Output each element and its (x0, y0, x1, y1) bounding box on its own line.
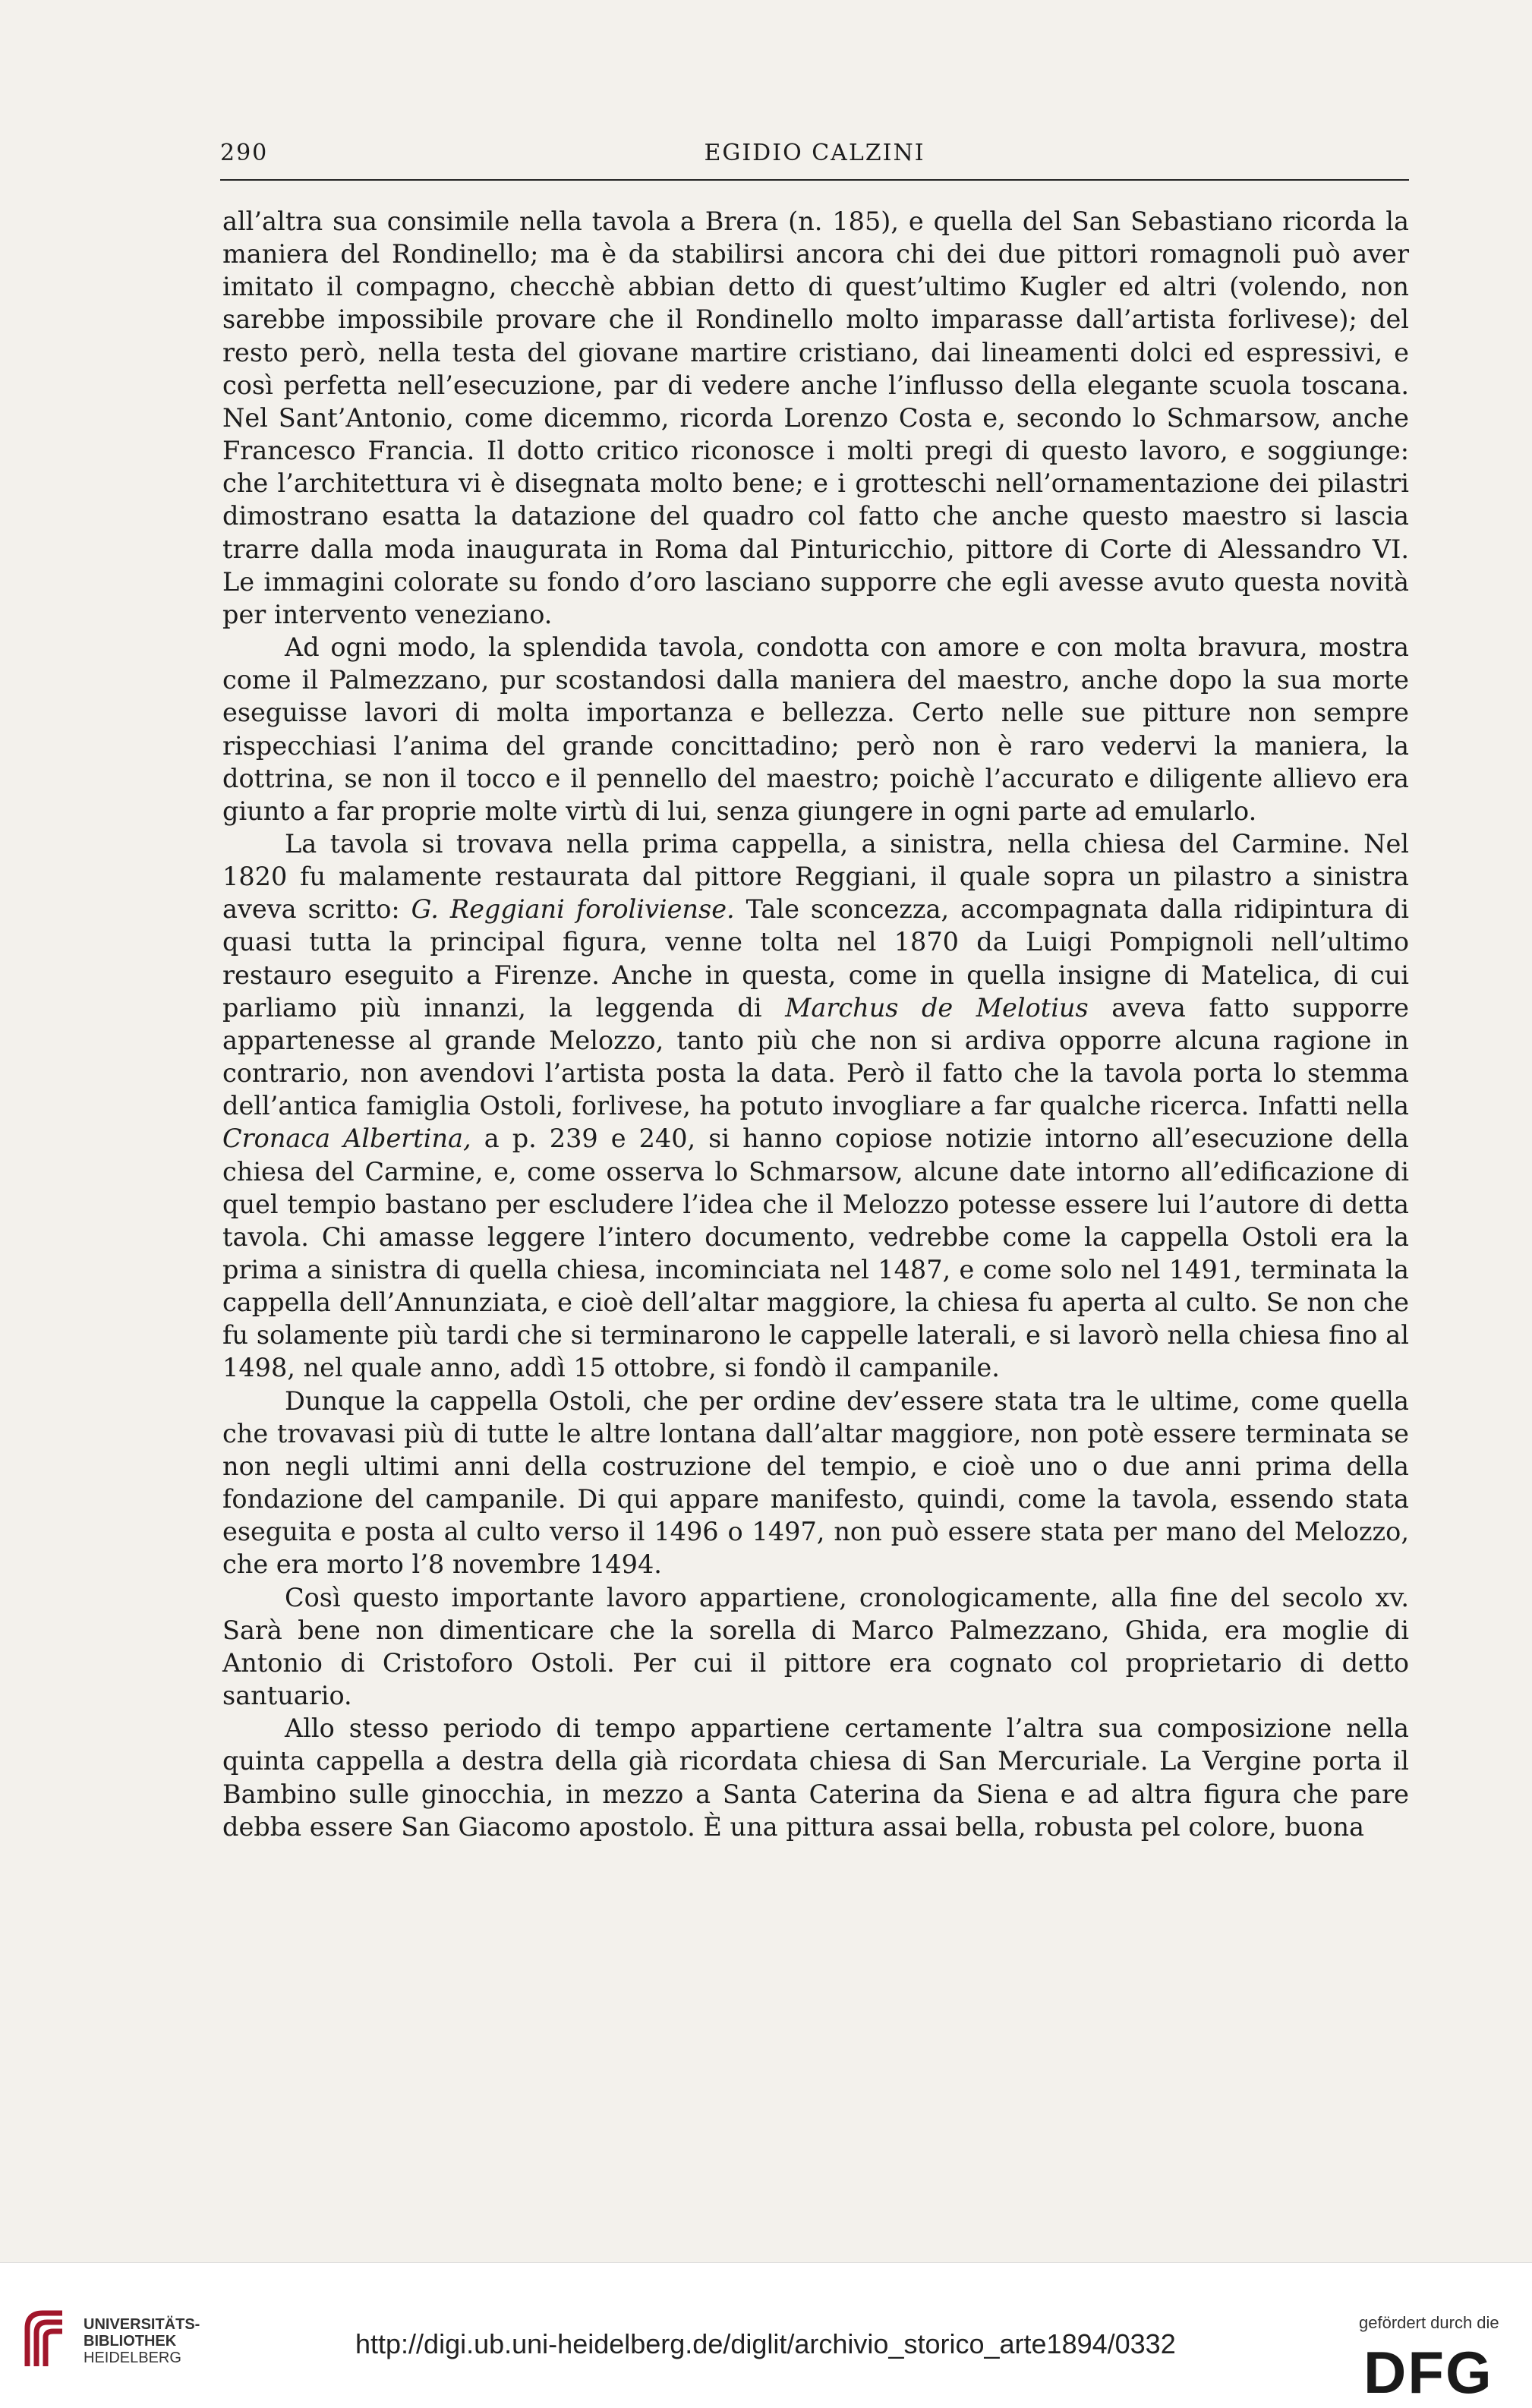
library-name-line: BIBLIOTHEK (84, 2333, 177, 2350)
source-url-link[interactable]: http://digi.ub.uni-heidelberg.de/diglit/archivio_storico_arte1894/0332 (355, 2328, 1176, 2359)
paragraph (222, 827, 1409, 1385)
paragraph: Così questo importante lavoro appartiene, cronologicamente, alla fine del secolo xv. Sarà bene non dimenticare che la sorella di Marco Palmezzano, Ghida, era moglie di Antonio di Cristoforo Ostoli. Per cui il pittore era cognato col proprietario di detto santuario. (222, 1582, 1409, 1711)
paragraph: Ad ogni modo, la splendida tavola, condotta con amore e con molta bravura, mostra come il Palmezzano, pur scostandosi dalla maniera del maestro, anche dopo la sua morte eseguisse lavori di molta importanza e bellezza. Certo nelle sue pitture non sempre rispecchiasi l’anima del grande concittadino; però non è raro vedervi la maniera, la dottrina, se non il tocco e il pennello del maestro; poichè l’accurato e diligente allievo era giunto a far proprie molte virtù di lui, senza giungere in ogni parte ad emularlo. (222, 632, 1409, 826)
paragraph: Allo stesso periodo di tempo appartiene certamente l’altra sua composizione nella quinta cappella a destra della già ricordata chiesa di San Mercuriale. La Vergine porta il Bambino sulle ginocchia, in mezzo a Santa Caterina da Siena e ad altra figura che pare debba essere San Giacomo apostolo. È una pittura assai bella, robusta pel colore, buona (222, 1713, 1409, 1842)
library-name-line: UNIVERSITÄTS- (84, 2316, 200, 2333)
running-title: EGIDIO CALZINI (704, 140, 925, 166)
library-footer (0, 2262, 1532, 2408)
text-run: La tavola si trovava nella prima cappella, a sinistra, nella chiesa del Carmine. Nel 1820 fu malamente restaurata dal pittore Reggiani, il quale sopra un pilastro a sinistra aveva scritto: (222, 828, 1409, 925)
funding-note: gefördert durch die (1359, 2313, 1499, 2332)
library-logo-icon (21, 2306, 68, 2369)
text-run: Tale sconcezza, accompagnata dalla ridipintura di quasi tutta la principal figura, venne tolta nel 1870 da Luigi Pompignoli nell’ultimo restauro eseguito a Firenze. Anche in questa, come in quella insigne di Matelica, di cui parliamo più innanzi, la leggenda di (222, 894, 1410, 1023)
dfg-logo: DFG (1363, 2339, 1493, 2406)
paragraph: Dunque la cappella Ostoli, che per ordine dev’essere stata tra le ultime, come quella che trovavasi più di tutte le altre lontana dall’altar maggiore, non potè essere terminata se non negli ultimi anni della costruzione del tempio, e cioè uno o due anni prima della fondazione del campanile. Di qui appare manifesto, quindi, come la tavola, essendo stata eseguita e posta al culto verso il 1496 o 1497, non può essere stata per mano del Melozzo, che era morto l’8 novembre 1494. (222, 1385, 1409, 1580)
page-number: 290 (220, 140, 269, 166)
italic-source-title: Cronaca Albertina, (222, 1124, 471, 1154)
text-run: aveva fatto supporre appartenesse al grande Melozzo, tanto più che non si ardiva opporre alcuna ragione in contrario, non avendovi l’artista posta la data. Però il fatto che la tavola porta lo stemma dell’antica famiglia Ostoli, forlivese, ha potuto invogliare a far qualche ricerca. Infatti nella (222, 992, 1409, 1121)
italic-signature: G. Reggiani foroliviense. (411, 894, 735, 925)
paragraph: all’altra sua consimile nella tavola a Brera (n. 185), e quella del San Sebastiano ricorda la maniera del Rondinello; ma è da stabilirsi ancora chi dei due pittori romagnoli può aver imitato il compagno, checchè abbian detto di quest’ultimo Kugler ed altri (volendo, non sarebbe impossibile provare che il Rondinello molto imparasse dall’artista forlivese); del resto però, nella testa del giovane martire cristiano, dai lineamenti dolci ed espressivi, e così perfetta nell’esecuzione, par di vedere anche l’influsso della elegante scuola toscana. Nel Sant’Antonio, come dicemmo, ricorda Lorenzo Costa e, secondo lo Schmarsow, anche Francesco Francia. Il dotto critico riconosce i molti pregi di questo lavoro, e soggiunge: che l’architettura vi è disegnata molto bene; e i grotteschi nell’ornamentazione dei pilastri dimostrano esatta la datazione del quadro col fatto che anche questo maestro si lascia trarre dalla moda inaugurata in Roma dal Pinturicchio, pittore di Corte di Alessandro VI. Le immagini colorate su fondo d’oro lasciano supporre che egli avesse avuto questa novità per intervento veneziano. (222, 206, 1409, 629)
body-text (222, 205, 1409, 1843)
library-name (84, 2316, 200, 2366)
text-run: a p. 239 e 240, si hanno copiose notizie intorno all’esecuzione della chiesa del Carmine, e, come osserva lo Schmarsow, alcune date intorno all’edificazione di quel tempio bastano per escludere l’idea che il Melozzo potesse essere lui l’autore di detta tavola. Chi amasse leggere l’intero documento, vedrebbe come la cappella Ostoli era la prima a sinistra di quella chiesa, incominciata nel 1487, e come solo nel 1491, terminata la cappella dell’Annunziata, e cioè dell’altar maggiore, la chiesa fu aperta al culto. Se non che fu solamente più tardi che si terminarono le cappelle laterali, e si lavorò nella chiesa fino al 1498, nel quale anno, addì 15 ottobre, si fondò il campanile. (222, 1124, 1410, 1383)
library-name-line: HEIDELBERG (84, 2350, 181, 2366)
page-header (220, 134, 1409, 181)
italic-inscription: Marchus de Melotius (785, 992, 1089, 1023)
